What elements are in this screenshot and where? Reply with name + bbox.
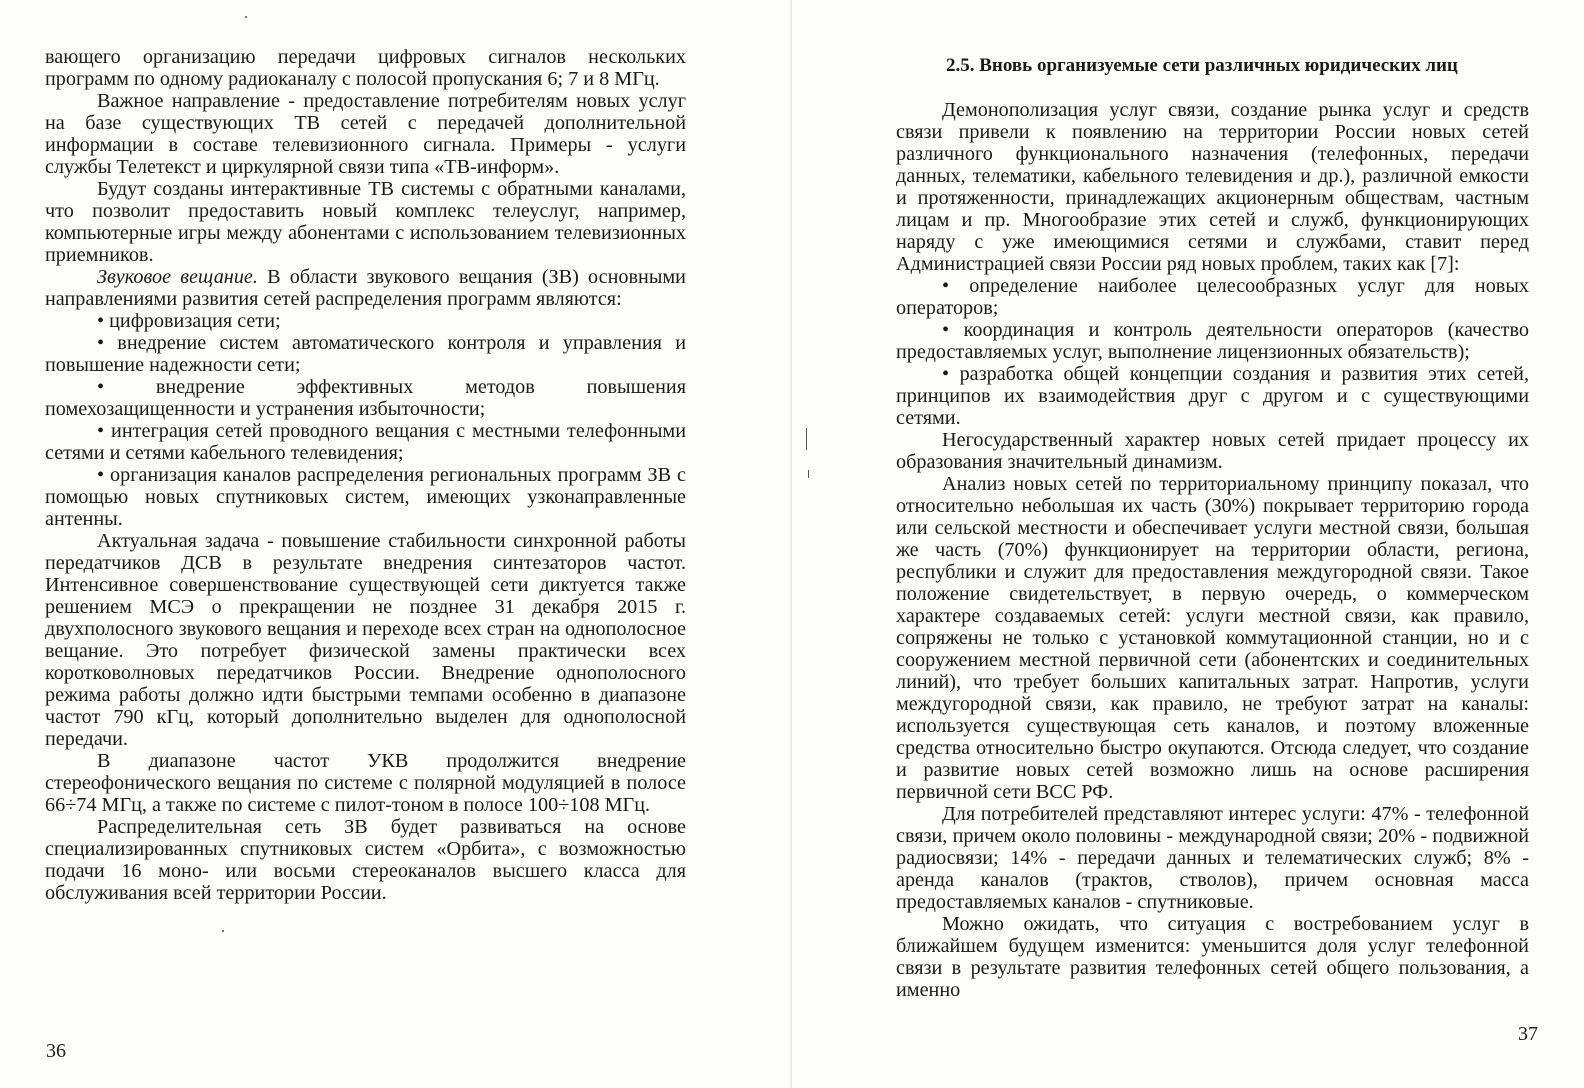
bullet-item: • определение наиболее целесообразных услуг для новых операторов; bbox=[896, 275, 1529, 319]
paragraph: Негосударственный характер новых сетей придает процессу их образования значительный динамизм. bbox=[896, 429, 1529, 473]
paragraph: В диапазоне частот УКВ продолжится внедрение стереофонического вещания по системе с полярной модуляцией в полосе 66÷74 МГц, а также по системе с пилот-тоном в полосе 100÷108 МГц. bbox=[45, 750, 686, 816]
paragraph: Будут созданы интерактивные ТВ системы с обратными каналами, что позволит предоставить новый комплекс телеуслуг, например, компьютерные игры между абонентами с использованием телевизионных приемников. bbox=[45, 178, 686, 266]
bullet-item: • организация каналов распределения региональных программ ЗВ с помощью новых спутниковых систем, имеющих узконаправленные антенны. bbox=[45, 464, 686, 530]
section-heading: 2.5. Вновь организуемые сети различных юридических лиц bbox=[946, 55, 1458, 76]
right-page bbox=[792, 0, 1584, 1088]
paragraph: Можно ожидать, что ситуация с востребованием услуг в ближайшем будущем изменится: уменьшится доля услуг телефонной связи в результате развития телефонных сетей общего пользования, а именно bbox=[896, 913, 1529, 1001]
scan-speck bbox=[222, 930, 224, 932]
sound-broadcast-paragraph bbox=[45, 266, 686, 310]
paragraph: Для потребителей представляют интерес услуги: 47% - телефонной связи, причем около половины - международной связи; 20% - подвижной радиосвязи; 14% - передачи данных и телематических служб; 8% - аренда каналов (трактов, стволов), причем основная масса предоставляемых каналов - спутниковые. bbox=[896, 803, 1529, 913]
page-number: 36 bbox=[46, 1040, 66, 1062]
bullet-item: • внедрение систем автоматического контроля и управления и повышение надежности сети; bbox=[45, 332, 686, 376]
bullet-item: • цифровизация сети; bbox=[97, 310, 281, 332]
paragraph: Анализ новых сетей по территориальному принципу показал, что относительно небольшая их часть (30%) покрывает территорию города или сельской местности и обеспечивает услуги местной связи, большая же часть (70%) функционирует на территории области, региона, республики и служит для предоставления междугородной связи. Такое положение свидетельствует, в первую очередь, о коммерческом характере создаваемых сетей: услуги местной связи, как правило, сопряжены не только с установкой коммутационной станции, но и с сооружением местной первичной сети (абонентских и соединительных линий), что требует больших капитальных затрат. Напротив, услуги междугородной связи, как правило, не требуют затрат на каналы: используется существующая сеть каналов, и поэтому вложенные средства относительно быстро окупаются. Отсюда следует, что создание и развитие новых сетей возможно лишь на основе расширения первичной сети ВСС РФ. bbox=[896, 473, 1529, 803]
bullet-item: • интеграция сетей проводного вещания с местными телефонными сетями и сетями кабельного телевидения; bbox=[45, 420, 686, 464]
paragraph: Демонополизация услуг связи, создание рынка услуг и средств связи привели к появлению на территории России новых сетей различного функционального назначения (телефонных, передачи данных, телематики, кабельного телевидения и др.), различной емкости и протяженности, принадлежащих акционерным обществам, частным лицам и пр. Многообразие этих сетей и служб, функционирующих наряду с уже имеющимися сетями и службами, ставит перед Администрацией связи России ряд новых проблем, таких как [7]: bbox=[896, 99, 1529, 275]
left-page-text bbox=[45, 46, 686, 904]
paragraph: Распределительная сеть ЗВ будет развиваться на основе специализированных спутниковых систем «Орбита», с возможностью подачи 16 моно- или восьми стереоканалов высшего класса для обслуживания всей территории России. bbox=[45, 816, 686, 904]
sound-broadcast-lead: Звуковое вещание. bbox=[97, 266, 258, 288]
scan-mark bbox=[806, 428, 807, 450]
bullet-item: • координация и контроль деятельности операторов (качество предоставляемых услуг, выполнение лицензионных обязательств); bbox=[896, 319, 1529, 363]
bullet-item: • разработка общей концепции создания и развития этих сетей, принципов их взаимодействия друг с другом и с существующими сетями. bbox=[896, 363, 1529, 429]
paragraph: вающего организацию передачи цифровых сигналов нескольких программ по одному радиоканалу с полосой пропускания 6; 7 и 8 МГц. bbox=[45, 46, 686, 90]
scan-speck bbox=[245, 16, 247, 18]
left-page bbox=[0, 0, 790, 1088]
sound-broadcast-text: В области звукового вещания (ЗВ) основными направлениями развития сетей распределения программ являются: bbox=[45, 266, 686, 310]
paragraph: Актуальная задача - повышение стабильности синхронной работы передатчиков ДСВ в результате внедрения синтезаторов частот. Интенсивное совершенствование существующей сети диктуется также решением МСЭ о прекращении не позднее 31 декабря 2015 г. двухполосного звукового вещания и переходе всех стран на однополосное вещание. Это потребует физической замены практически всех коротковолновых передатчиков России. Внедрение однополосного режима работы должно идти быстрыми темпами особенно в диапазоне частот 790 кГц, который дополнительно выделен для однополосной передачи. bbox=[45, 530, 686, 750]
scan-mark bbox=[808, 470, 809, 478]
paragraph: Важное направление - предоставление потребителям новых услуг на базе существующих ТВ сетей с передачей дополнительной информации в составе телевизионного сигнала. Примеры - услуги службы Телетекст и циркулярной связи типа «ТВ-информ». bbox=[45, 90, 686, 178]
bullet-item: • внедрение эффективных методов повышения помехозащищенности и устранения избыточности; bbox=[45, 376, 686, 420]
page-number: 37 bbox=[1518, 1023, 1538, 1045]
